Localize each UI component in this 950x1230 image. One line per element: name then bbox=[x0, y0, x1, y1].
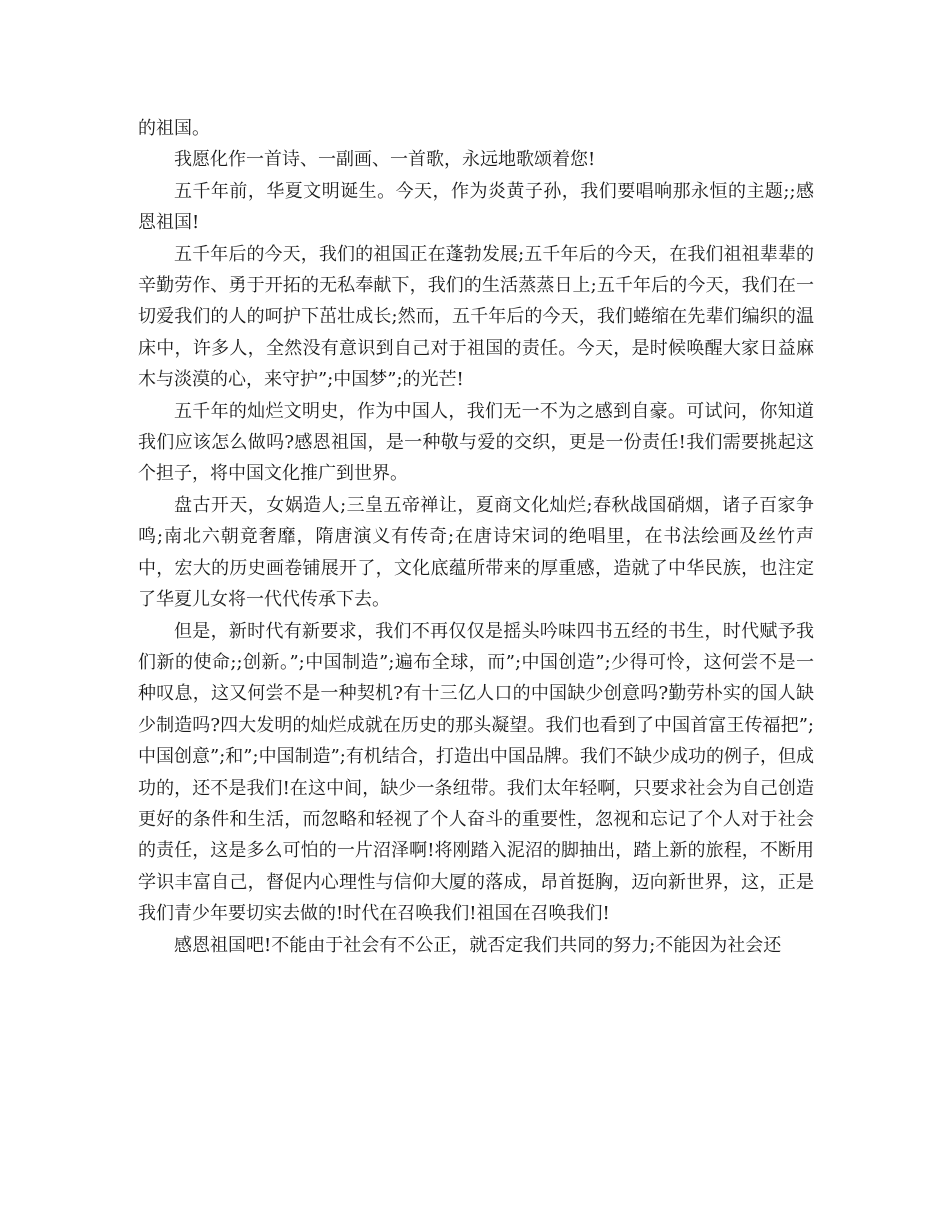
paragraph: 的祖国。 bbox=[138, 118, 210, 139]
paragraph: 盘古开天，女娲造人;三皇五帝禅让，夏商文化灿烂;春秋战国硝烟，诸子百家争鸣;南北六朝竟奢靡，隋唐演义有传奇;在唐诗宋词的绝唱里，在书法绘画及丝竹声中，宏大的历史画卷铺展开了，文化底蕴所带来的厚重感，造就了中华民族，也注定了华夏儿女将一代代传承下去。 bbox=[138, 494, 814, 611]
paragraph: 五千年的灿烂文明史，作为中国人，我们无一不为之感到自豪。可试问，你知道我们应该怎么做吗?感恩祖国，是一种敬与爱的交织，更是一份责任!我们需要挑起这个担子，将中国文化推广到世界。 bbox=[138, 400, 814, 485]
paragraph: 五千年前，华夏文明诞生。今天，作为炎黄子孙，我们要唱响那永恒的主题;;感恩祖国! bbox=[138, 180, 814, 234]
paragraph: 感恩祖国吧!不能由于社会有不公正，就否定我们共同的努力;不能因为社会还 bbox=[174, 934, 782, 956]
document-body bbox=[138, 113, 814, 961]
paragraph: 五千年后的今天，我们的祖国正在蓬勃发展;五千年后的今天，在我们祖祖辈辈的辛勤劳作、勇于开拓的无私奉献下，我们的生活蒸蒸日上;五千年后的今天，我们在一切爱我们的人的呵护下茁壮成长;然而，五千年后的今天，我们蜷缩在先辈们编织的温床中，许多人，全然没有意识到自己对于祖国的责任。今天，是时候唤醒大家日益麻木与淡漠的心，来守护”;中国梦”;的光芒! bbox=[138, 243, 814, 391]
paragraph: 我愿化作一首诗、一副画、一首歌，永远地歌颂着您! bbox=[174, 149, 596, 171]
paragraph: 但是，新时代有新要求，我们不再仅仅是摇头吟味四书五经的书生，时代赋予我们新的使命;;创新。”;中国制造”;遍布全球，而”;中国创造”;少得可怜，这何尝不是一种叹息，这又何尝不是一种契机?有十三亿人口的中国缺少创意吗?勤劳朴实的国人缺少制造吗?四大发明的灿烂成就在历史的那头凝望。我们也看到了中国首富王传福把”;中国创意”;和”;中国制造”;有机结合，打造出中国品牌。我们不缺少成功的例子，但成功的，还不是我们!在这中间，缺少一条纽带。我们太年轻啊，只要求社会为自己创造更好的条件和生活，而忽略和轻视了个人奋斗的重要性，忽视和忘记了个人对于社会的责任，这是多么可怕的一片沼泽啊!将刚踏入泥沼的脚抽出，踏上新的旅程，不断用学识丰富自己，督促内心理性与信仰大厦的落成，昂首挺胸，迈向新世界，这，正是我们青少年要切实去做的!时代在召唤我们!祖国在召唤我们! bbox=[138, 620, 814, 925]
